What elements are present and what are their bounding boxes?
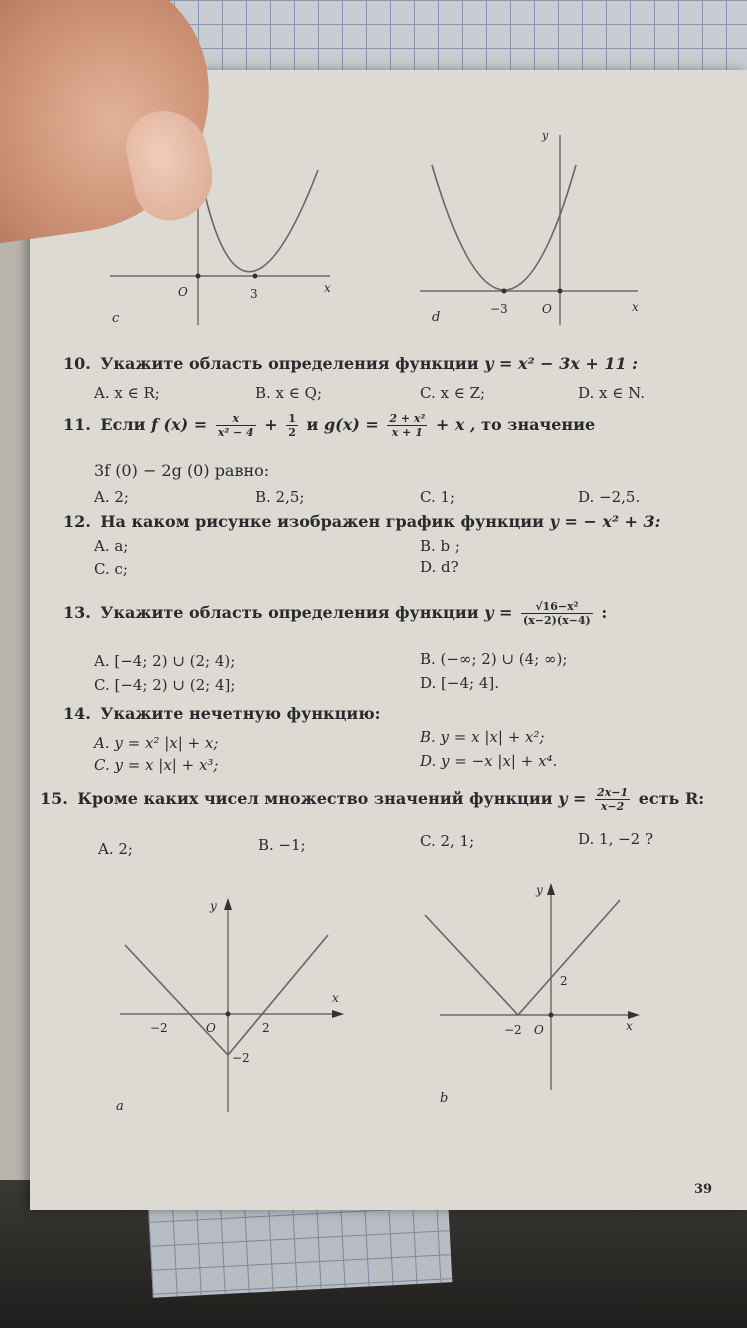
graph-d-tick-neg3: −3 xyxy=(490,302,508,316)
page-number: 39 xyxy=(694,1182,713,1197)
q11-f-den: x² − 4 xyxy=(217,426,254,439)
q13-option-d: D. [−4; 4]. xyxy=(420,674,499,692)
graph-b-y-label: y xyxy=(536,883,543,897)
textbook-page xyxy=(30,70,747,1210)
graph-a xyxy=(110,890,350,1120)
q15-option-d: D. 1, −2 ? xyxy=(578,830,654,848)
q15-option-c: C. 2, 1; xyxy=(420,832,475,850)
q13-colon: : xyxy=(601,603,608,622)
q15-option-a: A. 2; xyxy=(98,840,133,858)
question-15 xyxy=(40,786,704,813)
q13-den: (x−2)(x−4) xyxy=(523,614,591,627)
graph-c-label: c xyxy=(112,311,120,326)
graph-c-origin: O xyxy=(178,285,188,299)
q10-number: 10. xyxy=(63,354,91,373)
q11-f-label: f (x) = xyxy=(151,415,208,434)
q12-option-c: C. c; xyxy=(94,560,128,578)
q12-option-b: B. b ; xyxy=(420,537,460,555)
q11-option-d: D. −2,5. xyxy=(578,488,641,506)
q10-option-a: A. x ∈ R; xyxy=(94,384,160,402)
q12-option-a: A. a; xyxy=(94,537,129,555)
q10-option-c: C. x ∈ Z; xyxy=(420,384,486,402)
graph-a-tick-y-neg2: −2 xyxy=(232,1051,250,1065)
q11-f-fraction xyxy=(216,412,256,439)
q15-num: 2x−1 xyxy=(597,786,629,799)
graph-c-x-label: x xyxy=(324,281,331,295)
q13-number: 13. xyxy=(63,603,91,622)
q11-and: и xyxy=(306,415,319,434)
graph-b-origin: O xyxy=(534,1023,544,1037)
graph-a-tick-pos2: 2 xyxy=(262,1021,270,1035)
q15-tail: есть R: xyxy=(638,789,705,808)
graph-d-y-label: y xyxy=(542,129,549,142)
graph-d-origin: O xyxy=(542,302,552,316)
q11-f-num: x xyxy=(216,412,256,426)
q11-option-c: C. 1; xyxy=(420,488,456,506)
graph-b-tick-neg2: −2 xyxy=(504,1023,522,1037)
q12-formula: y = − x² + 3: xyxy=(549,512,661,531)
q14-text: Укажите нечетную функцию: xyxy=(100,704,381,723)
q11-half-den: 2 xyxy=(288,426,296,439)
q15-y-eq: y = xyxy=(558,789,587,808)
q14-number: 14. xyxy=(63,704,91,723)
q11-half-num: 1 xyxy=(288,412,296,425)
q11-g-fraction xyxy=(387,412,427,439)
graph-a-label: a xyxy=(116,1099,124,1114)
q11-g-num: 2 + x² xyxy=(389,412,426,425)
graph-d-x-label: x xyxy=(632,300,639,314)
q11-g-label: g(x) = xyxy=(323,415,379,434)
q10-text: Укажите область определения функции xyxy=(100,354,479,373)
q11-number: 11. xyxy=(63,415,91,434)
graph-d-label: d xyxy=(432,310,441,325)
q13-num: √16−x² xyxy=(521,600,593,614)
graph-b-label: b xyxy=(440,1091,449,1106)
q11-half-fraction xyxy=(286,412,298,439)
q14-option-c: C. y = x |x| + x³; xyxy=(94,756,219,774)
question-11 xyxy=(63,412,595,439)
q10-option-d: D. x ∈ N. xyxy=(578,384,646,402)
question-10 xyxy=(63,354,638,373)
q13-option-b: B. (−∞; 2) ∪ (4; ∞); xyxy=(420,650,568,668)
question-13 xyxy=(63,600,607,627)
graph-a-x-label: x xyxy=(332,991,339,1005)
graph-a-origin: O xyxy=(206,1021,216,1035)
q15-option-b: B. −1; xyxy=(258,836,306,854)
q10-option-b: B. x ∈ Q; xyxy=(255,384,323,402)
q14-option-d: D. y = −x |x| + x⁴. xyxy=(420,752,558,770)
q13-y-eq: y = xyxy=(484,603,513,622)
q11-g-tail: + x , xyxy=(435,415,476,434)
q11-option-b: B. 2,5; xyxy=(255,488,305,506)
q11-plus: + xyxy=(264,415,278,434)
q15-number: 15. xyxy=(40,789,68,808)
q13-text: Укажите область определения функции xyxy=(100,603,479,622)
graph-b-tick-y2: 2 xyxy=(560,974,568,988)
graph-b-x-label: x xyxy=(626,1019,633,1033)
graph-c-tick-3: 3 xyxy=(250,287,258,301)
q14-option-a: A. y = x² |x| + x; xyxy=(94,734,219,752)
q11-option-a: A. 2; xyxy=(94,488,129,506)
q11-text-start: Если xyxy=(100,415,146,434)
q10-formula: y = x² − 3x + 11 : xyxy=(484,354,639,373)
graph-d xyxy=(410,125,650,325)
q15-den: x−2 xyxy=(600,800,625,813)
q13-fraction xyxy=(521,600,593,627)
q12-option-d: D. d? xyxy=(420,558,459,576)
graph-a-y-label: y xyxy=(210,899,217,913)
graph-a-tick-neg2: −2 xyxy=(150,1021,168,1035)
q13-option-a: A. [−4; 2) ∪ (2; 4); xyxy=(94,652,236,670)
q11-g-den: x + 1 xyxy=(391,426,423,439)
graph-b xyxy=(420,880,650,1110)
q15-fraction xyxy=(595,786,630,813)
q11-line2: 3f (0) − 2g (0) равно: xyxy=(94,461,270,480)
question-14 xyxy=(63,704,381,723)
q13-option-c: C. [−4; 2) ∪ (2; 4]; xyxy=(94,676,236,694)
q12-number: 12. xyxy=(63,512,91,531)
question-12 xyxy=(63,512,661,531)
q14-option-b: B. y = x |x| + x²; xyxy=(420,728,545,746)
q12-text: На каком рисунке изображен график функции xyxy=(100,512,545,531)
q11-text-end: то значение xyxy=(481,415,596,434)
q15-text: Кроме каких чисел множество значений функции xyxy=(77,789,553,808)
